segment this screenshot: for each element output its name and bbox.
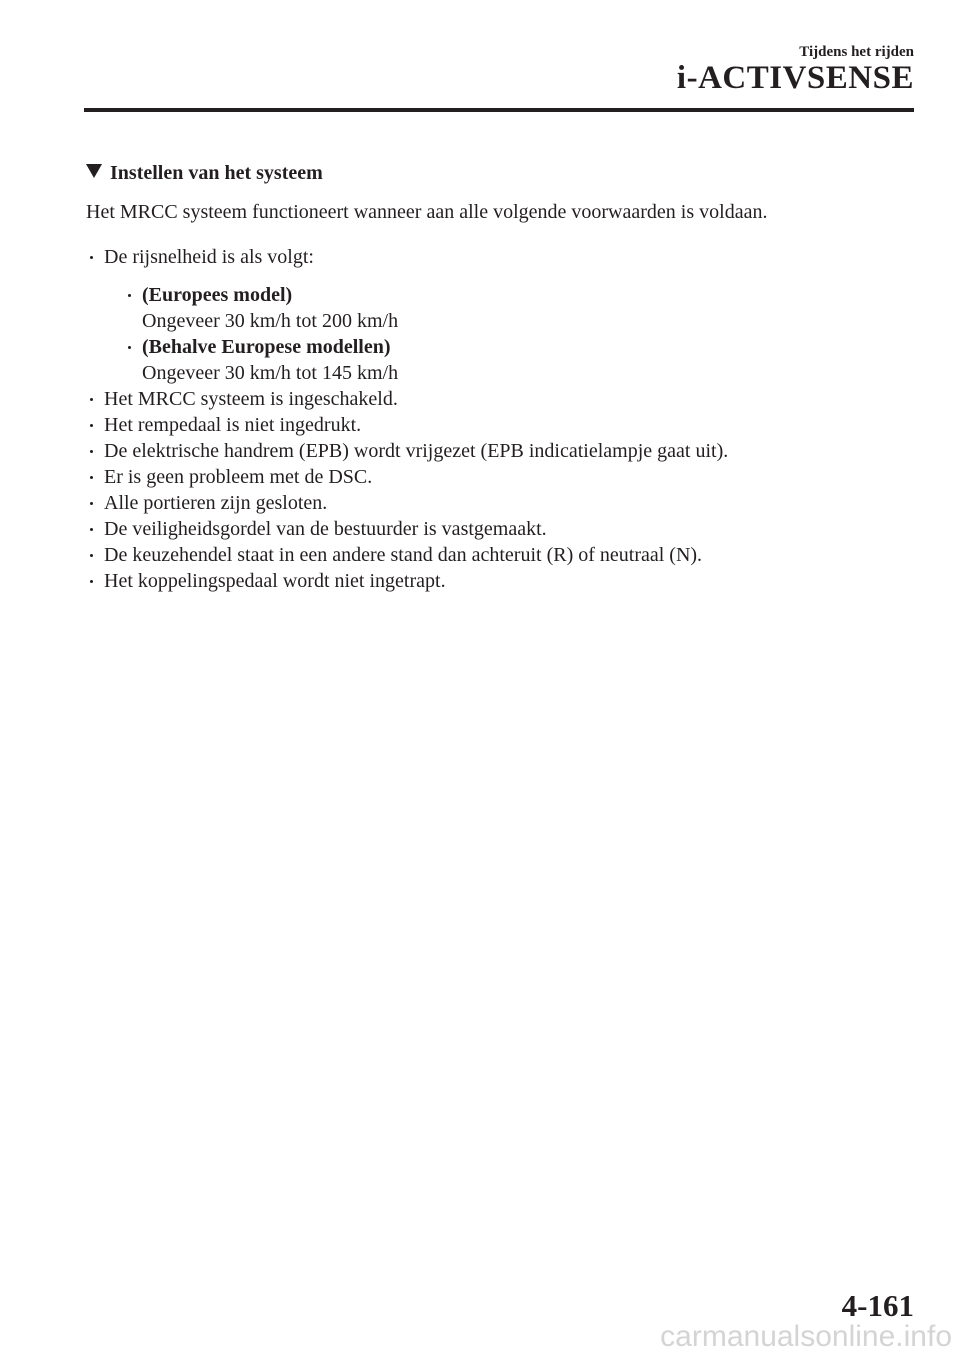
list-item <box>86 244 728 386</box>
list-item-text: Het koppelingspedaal wordt niet ingetrapt. <box>104 570 446 592</box>
list-item <box>86 490 728 516</box>
bullet-icon <box>90 528 93 531</box>
bullet-icon <box>90 476 93 479</box>
list-item-text: De keuzehendel staat in een andere stand dan achteruit (R) of neutraal (N). <box>104 544 703 566</box>
bullet-icon <box>90 398 93 401</box>
list-item-text: Het MRCC systeem is ingeschakeld. <box>104 388 398 410</box>
header-chapter: Tijdens het rijden <box>799 44 914 60</box>
sub-list-item <box>104 334 728 386</box>
subheading-text: Instellen van het systeem <box>110 162 323 184</box>
list-item <box>86 412 728 438</box>
sub-list-item <box>104 282 728 334</box>
list-item <box>86 464 728 490</box>
list-item-text: Alle portieren zijn gesloten. <box>104 492 328 514</box>
triangle-marker-icon <box>86 164 102 178</box>
bullet-icon <box>90 424 93 427</box>
sub-label: (Behalve Europese modellen) <box>142 336 391 358</box>
watermark-link[interactable]: carmanualsonline.info <box>660 1320 952 1353</box>
conditions-list <box>86 244 728 594</box>
intro-paragraph: Het MRCC systeem functioneert wanneer aan alle volgende voorwaarden is voldaan. <box>86 201 768 223</box>
list-item <box>86 438 728 464</box>
bullet-icon <box>90 580 93 583</box>
list-item-text: De rijsnelheid is als volgt: <box>104 246 314 268</box>
bullet-icon <box>128 346 131 349</box>
sub-value: Ongeveer 30 km/h tot 200 km/h <box>142 310 399 332</box>
bullet-icon <box>90 450 93 453</box>
list-item <box>86 386 728 412</box>
bullet-icon <box>90 554 93 557</box>
header-section: i-ACTIVSENSE <box>676 60 914 96</box>
list-item-text: Het rempedaal is niet ingedrukt. <box>104 414 362 436</box>
list-item <box>86 516 728 542</box>
bullet-icon <box>128 294 131 297</box>
list-item-text: De veiligheidsgordel van de bestuurder is vastgemaakt. <box>104 518 547 540</box>
subheading <box>86 162 323 185</box>
list-item-text: Er is geen probleem met de DSC. <box>104 466 373 488</box>
page-number: 4-161 <box>841 1288 914 1323</box>
speed-sublist <box>104 282 728 386</box>
bullet-icon <box>90 256 93 259</box>
bullet-icon <box>90 502 93 505</box>
list-item-text: De elektrische handrem (EPB) wordt vrijgezet (EPB indicatielampje gaat uit). <box>104 440 729 462</box>
sub-value: Ongeveer 30 km/h tot 145 km/h <box>142 362 399 384</box>
list-item <box>86 542 728 568</box>
sub-label: (Europees model) <box>142 284 293 306</box>
header-rule <box>84 108 914 112</box>
list-item <box>86 568 728 594</box>
